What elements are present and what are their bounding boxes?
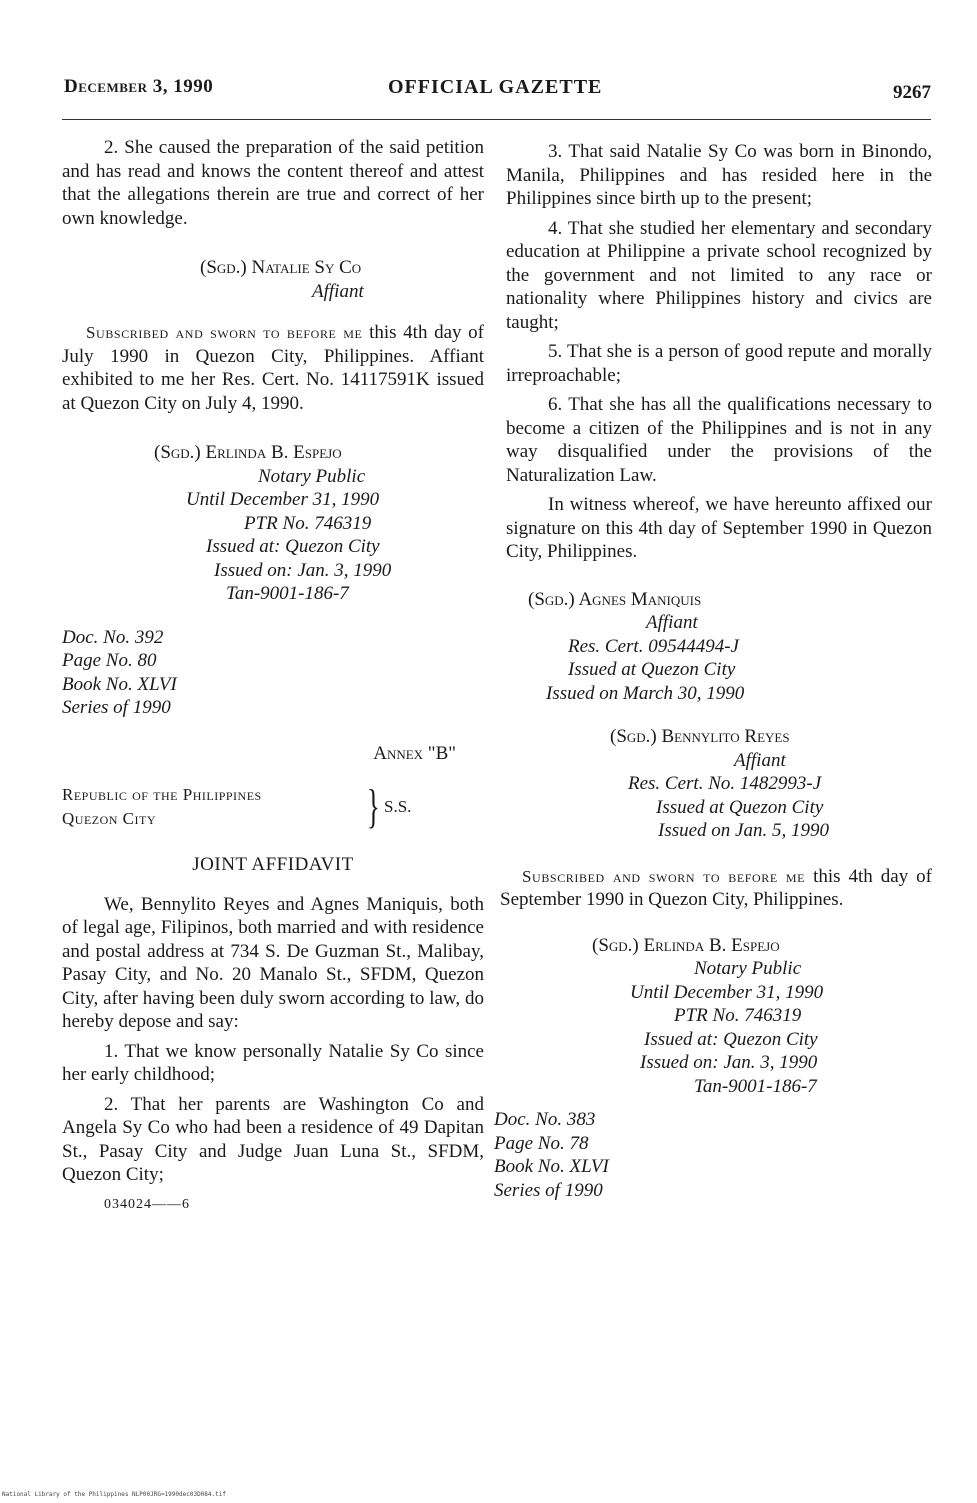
page-no: Page No. 80 [62, 650, 157, 671]
affidavit-title: JOINT AFFIDAVIT [192, 854, 354, 875]
notary-issued-at-2: Issued at: Quezon City [644, 1028, 818, 1050]
notary-commission-2: Until December 31, 1990 [630, 981, 824, 1003]
subscribed-lead-2: Subscribed and sworn to before me [522, 866, 806, 886]
doc-no: Doc. No. 392 [62, 626, 164, 648]
affiant-role: Affiant [312, 280, 364, 302]
paragraph-2: 2. She caused the preparation of the said petition and has read and knows the content thereof and attest that the allegations therein are true and correct of her own knowledge. [62, 137, 484, 229]
notary-signature-2: (Sgd.) Erlinda B. Espejo [592, 934, 780, 956]
venue-city: Quezon City [62, 809, 157, 828]
bennylito-issued-at: Issued at Quezon City [656, 796, 824, 818]
affidavit-item-6: 6. That she has all the qualifications necessary to become a citizen of the Philippines and is not in any way disqualified under the provisions of the Naturalization Law. [506, 394, 932, 486]
affidavit-intro: We, Bennylito Reyes and Agnes Maniquis, both of legal age, Filipinos, both married and with residence and postal address at 734 S. De Guzman St., Malibay, Pasay City, and No. 20 Manalo St., SFDM, Quezon City, after having been duly sworn according to law, do hereby depose and say: [62, 893, 484, 1032]
notary-issued-on: Issued on: Jan. 3, 1990 [214, 559, 392, 581]
venue-lines [62, 783, 262, 831]
notary-tan: Tan-9001-186-7 [226, 583, 349, 604]
venue-block [62, 780, 484, 835]
affidavit-item-1: 1. That we know personally Natalie Sy Co since her early childhood; [62, 1040, 484, 1085]
notary-block [62, 441, 484, 606]
header-date: December 3, 1990 [64, 76, 214, 97]
header-page-number: 9267 [893, 82, 931, 103]
page-no-2: Page No. 78 [494, 1132, 589, 1154]
venue-brace: } [367, 780, 380, 833]
doc-no-2: Doc. No. 383 [494, 1109, 596, 1130]
agnes-issued-on: Issued on March 30, 1990 [546, 682, 745, 704]
venue-republic: Republic of the Philippines [62, 785, 262, 804]
subscribed-lead: Subscribed and sworn to before me [86, 323, 363, 342]
notary-commission: Until December 31, 1990 [186, 489, 380, 510]
affiant-signature-block [62, 256, 484, 303]
notary-title-2: Notary Public [694, 958, 802, 979]
doc-reference-2 [494, 1108, 932, 1202]
notary-issued-on-2: Issued on: Jan. 3, 1990 [640, 1052, 818, 1073]
bennylito-issued-on: Issued on Jan. 5, 1990 [658, 820, 829, 841]
series-2: Series of 1990 [494, 1179, 603, 1201]
subscribed-paragraph-2 [500, 865, 932, 912]
bennylito-signature: (Sgd.) Bennylito Reyes [610, 726, 790, 747]
subscribed-paragraph [62, 321, 484, 415]
notary-ptr: PTR No. 746319 [244, 512, 372, 534]
right-column [494, 140, 932, 1202]
notary-title: Notary Public [258, 465, 366, 487]
notary-signature: (Sgd.) Erlinda B. Espejo [154, 442, 342, 463]
bennylito-role: Affiant [734, 749, 786, 771]
subscribed-text: this 4th day of July 1990 in Quezon City, Philippines. Affiant exhibited to me her Res. Cert. No. 14117591K issued at Quezon City on July 4, 1990. [62, 322, 484, 414]
agnes-signature: (Sgd.) Agnes Maniquis [528, 588, 702, 610]
agnes-role: Affiant [646, 612, 698, 633]
affidavit-item-5: 5. That she is a person of good repute and morally irreproachable; [506, 341, 932, 386]
print-code: 034024——6 [104, 1196, 190, 1212]
header-title: OFFICIAL GAZETTE [388, 76, 603, 98]
bennylito-res-cert: Res. Cert. No. 1482993-J [628, 773, 822, 794]
bennylito-signature-block [506, 725, 932, 843]
page-header [62, 76, 931, 106]
affidavit-item-3: 3. That said Natalie Sy Co was born in Binondo, Manila, Philippines and has resided here in the Philippines since birth up to the present; [506, 141, 932, 209]
agnes-issued-at: Issued at Quezon City [568, 659, 736, 680]
annex-label: Annex "B" [373, 742, 456, 764]
agnes-res-cert: Res. Cert. 09544494-J [568, 635, 739, 657]
notary-ptr-2: PTR No. 746319 [674, 1005, 802, 1026]
left-column [62, 136, 484, 1216]
affidavit-item-4: 4. That she studied her elementary and secondary education at Philippine a private school recognized by the government and not limited to any race or nationality where Philippines history and civics are taught; [506, 217, 932, 333]
notary-tan-2: Tan-9001-186-7 [694, 1075, 817, 1097]
book-no: Book No. XLVI [62, 673, 177, 695]
doc-reference [62, 626, 484, 720]
notary-issued-at: Issued at: Quezon City [206, 536, 380, 557]
header-rule [62, 119, 931, 120]
series: Series of 1990 [62, 697, 171, 718]
subscribed-text-2: this 4th day of September 1990 in Quezon City, Philippines. [500, 865, 932, 910]
book-no-2: Book No. XLVI [494, 1156, 609, 1177]
witness-paragraph: In witness whereof, we have hereunto affixed our signature on this 4th day of September 1990 in Quezon City, Philippines. [506, 494, 932, 562]
notary-block-2 [506, 934, 932, 1099]
affiant-signature: (Sgd.) Natalie Sy Co [200, 257, 362, 278]
venue-ss: S.S. [384, 797, 412, 816]
scan-source-note: National Library of the Philippines NLP00JRG=1990dec03D084.tif [2, 1491, 226, 1498]
affidavit-item-2: 2. That her parents are Washington Co and Angela Sy Co who had been a residence of 49 Dapitan St., Pasay City and Judge Juan Luna St., SFDM, Quezon City; [62, 1093, 484, 1185]
agnes-signature-block [506, 588, 932, 706]
